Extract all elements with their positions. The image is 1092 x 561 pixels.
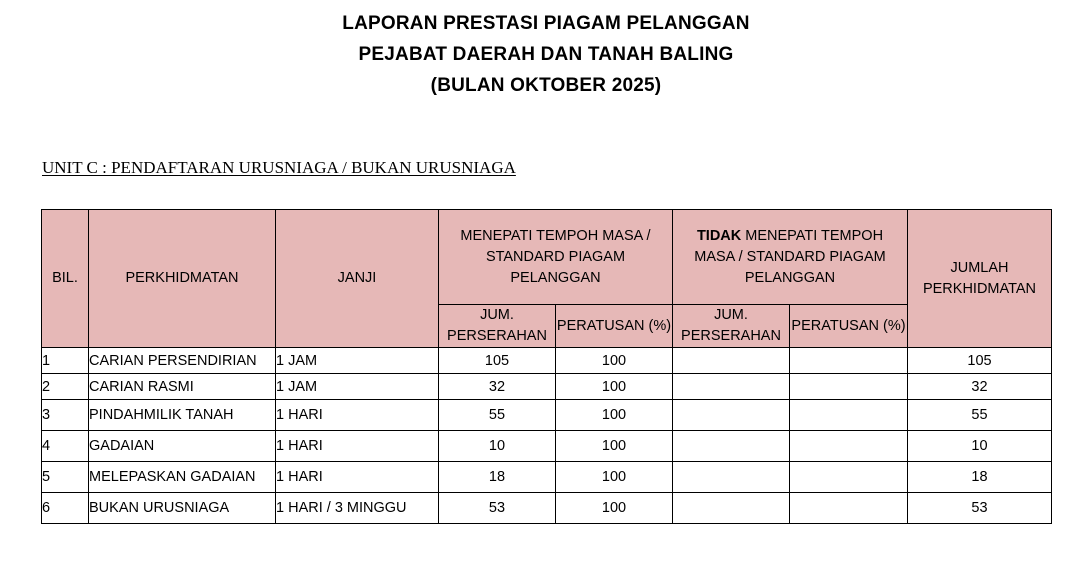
cell-tidak-peratusan [790,348,908,374]
table-row [42,400,1052,431]
cell-tidak-jum [673,374,790,400]
subheader-menepati-jum: JUM. PERSERAHAN [439,305,556,348]
cell-menepati-jum: 105 [439,348,556,374]
header-perkhidmatan: PERKHIDMATAN [89,210,276,348]
header-janji: JANJI [276,210,439,348]
header-tidak-word: TIDAK [696,227,742,244]
cell-bil: 6 [42,493,89,524]
cell-jumlah: 32 [908,374,1052,400]
cell-menepati-peratusan: 100 [556,462,673,493]
cell-bil: 5 [42,462,89,493]
cell-perkhidmatan: CARIAN RASMI [89,374,276,400]
cell-bil: 2 [42,374,89,400]
cell-bil: 3 [42,400,89,431]
header-tidak-menepati [673,210,908,305]
cell-menepati-peratusan: 100 [556,374,673,400]
cell-menepati-jum: 53 [439,493,556,524]
cell-perkhidmatan: GADAIAN [89,431,276,462]
header-bil: BIL. [42,210,89,348]
cell-janji: 1 HARI / 3 MINGGU [276,493,439,524]
performance-table [41,209,1052,524]
table-row [42,462,1052,493]
cell-menepati-peratusan: 100 [556,493,673,524]
report-title [0,8,1092,101]
cell-perkhidmatan: MELEPASKAN GADAIAN [89,462,276,493]
cell-janji: 1 HARI [276,431,439,462]
cell-jumlah: 105 [908,348,1052,374]
cell-perkhidmatan: BUKAN URUSNIAGA [89,493,276,524]
title-line-2: PEJABAT DAERAH DAN TANAH BALING [358,44,734,65]
cell-menepati-peratusan: 100 [556,431,673,462]
cell-tidak-jum [673,431,790,462]
unit-heading: UNIT C : PENDAFTARAN URUSNIAGA / BUKAN URUSNIAGA [42,158,516,177]
table-row [42,431,1052,462]
title-line-3: (BULAN OKTOBER 2025) [430,75,662,96]
cell-tidak-peratusan [790,374,908,400]
cell-menepati-peratusan: 100 [556,348,673,374]
cell-tidak-peratusan [790,462,908,493]
cell-jumlah: 53 [908,493,1052,524]
cell-tidak-peratusan [790,431,908,462]
cell-perkhidmatan: CARIAN PERSENDIRIAN [89,348,276,374]
cell-tidak-jum [673,348,790,374]
cell-menepati-jum: 18 [439,462,556,493]
header-tidak-menepati-text [673,226,907,289]
cell-tidak-jum [673,462,790,493]
cell-menepati-jum: 55 [439,400,556,431]
subheader-tidak-peratusan: PERATUSAN (%) [790,305,908,348]
header-menepati-text: MENEPATI TEMPOH MASA / STANDARD PIAGAM PELANGGAN [460,227,651,286]
cell-tidak-jum [673,493,790,524]
cell-bil: 1 [42,348,89,374]
cell-janji: 1 HARI [276,462,439,493]
title-line-1: LAPORAN PRESTASI PIAGAM PELANGGAN [342,13,750,34]
cell-tidak-jum [673,400,790,431]
cell-tidak-peratusan [790,400,908,431]
header-menepati [439,210,673,305]
subheader-menepati-peratusan: PERATUSAN (%) [556,305,673,348]
cell-jumlah: 55 [908,400,1052,431]
cell-perkhidmatan: PINDAHMILIK TANAH [89,400,276,431]
cell-menepati-jum: 32 [439,374,556,400]
header-jumlah-text: JUMLAH PERKHIDMATAN [922,259,1037,297]
header-jumlah [908,210,1052,348]
table-row [42,348,1052,374]
cell-janji: 1 JAM [276,348,439,374]
table-row [42,374,1052,400]
cell-menepati-jum: 10 [439,431,556,462]
cell-menepati-peratusan: 100 [556,400,673,431]
header-tidak-rest: MENEPATI TEMPOH MASA / STANDARD PIAGAM PELANGGAN [694,227,886,286]
table-row [42,493,1052,524]
cell-jumlah: 18 [908,462,1052,493]
cell-bil: 4 [42,431,89,462]
cell-tidak-peratusan [790,493,908,524]
subheader-tidak-jum: JUM. PERSERAHAN [673,305,790,348]
cell-janji: 1 JAM [276,374,439,400]
cell-jumlah: 10 [908,431,1052,462]
cell-janji: 1 HARI [276,400,439,431]
